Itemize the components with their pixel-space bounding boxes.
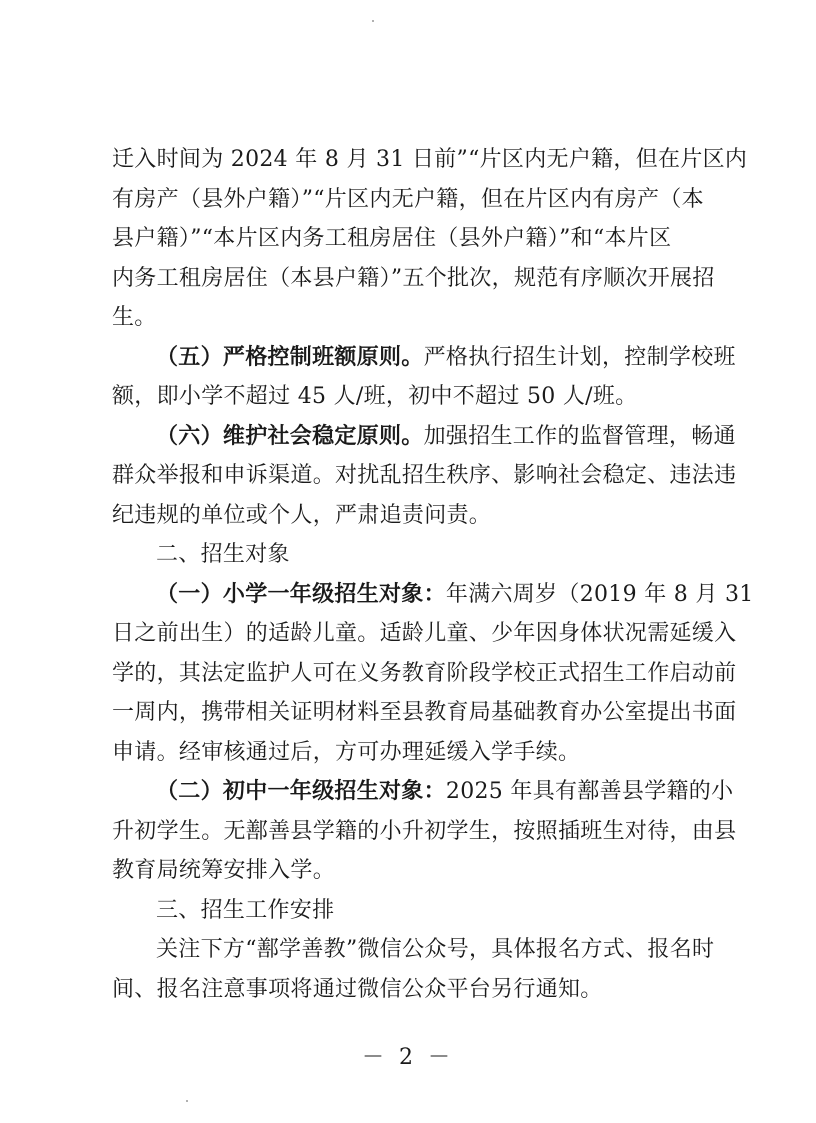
section-text: 加强招生工作的监督管理，畅通 (423, 423, 736, 449)
text-line: 间、报名注意事项将通过微信公众平台另行通知。 (112, 976, 603, 1002)
text-line: 申请。经审核通过后，方可办理延缓入学手续。 (112, 739, 581, 765)
text-line: 迁入时间为 2024 年 8 月 31 日前”“片区内无户籍，但在片区内 (112, 147, 748, 172)
section-text: 严格执行招生计划，控制学校班 (423, 344, 736, 370)
document-body (112, 140, 754, 1009)
section-title: （六）维护社会稳定原则。 (156, 423, 424, 449)
text-line: 额，即小学不超过 45 人/班，初中不超过 50 人/班。 (112, 384, 638, 409)
section-text: 2025 年具有鄯善县学籍的小 (445, 779, 734, 804)
section-title: （二）初中一年级招生对象： (156, 779, 446, 804)
paragraph-5 (112, 338, 736, 378)
section-title: （一）小学一年级招生对象： (156, 581, 446, 607)
text-line: 内务工租房居住（本县户籍）”五个批次，规范有序顺次开展招 (112, 265, 715, 291)
text-line: 升初学生。无鄯善县学籍的小升初学生，按照插班生对待，由县 (112, 818, 737, 844)
text-line: 一周内，携带相关证明材料至县教育局基础教育办公室提出书面 (112, 700, 737, 725)
page-number: － 2 － (362, 1045, 454, 1070)
paragraph-6 (112, 417, 736, 457)
paragraph-middle (112, 772, 734, 812)
section-heading: 三、招生工作安排 (156, 897, 335, 923)
text-line: 有房产（县外户籍）”“片区内无户籍，但在片区内有房产（本 (112, 186, 704, 212)
text-line: 生。 (112, 305, 157, 330)
text-line: 日之前出生）的适龄儿童。适龄儿童、少年因身体状况需延缓入 (112, 621, 737, 646)
paragraph-primary (112, 575, 754, 615)
section-title: （五）严格控制班额原则。 (156, 344, 424, 370)
text-line: 纪违规的单位或个人，严肃追责问责。 (112, 502, 492, 528)
text-line: 县户籍）”“本片区内务工租房居住（县外户籍）”和“本片区 (112, 226, 672, 251)
text-line: 学的，其法定监护人可在义务教育阶段学校正式招生工作启动前 (112, 660, 737, 686)
section-text: 年满六周岁（2019 年 8 月 31 (445, 581, 754, 607)
scan-speck (186, 1100, 188, 1102)
text-line: 群众举报和申诉渠道。对扰乱招生秩序、影响社会稳定、违法违 (112, 463, 737, 488)
text-line: 关注下方“鄯学善教”微信公众号，具体报名方式、报名时 (156, 937, 715, 962)
scan-speck (372, 20, 374, 22)
text-line: 教育局统筹安排入学。 (112, 858, 336, 883)
section-heading: 二、招生对象 (156, 542, 290, 567)
